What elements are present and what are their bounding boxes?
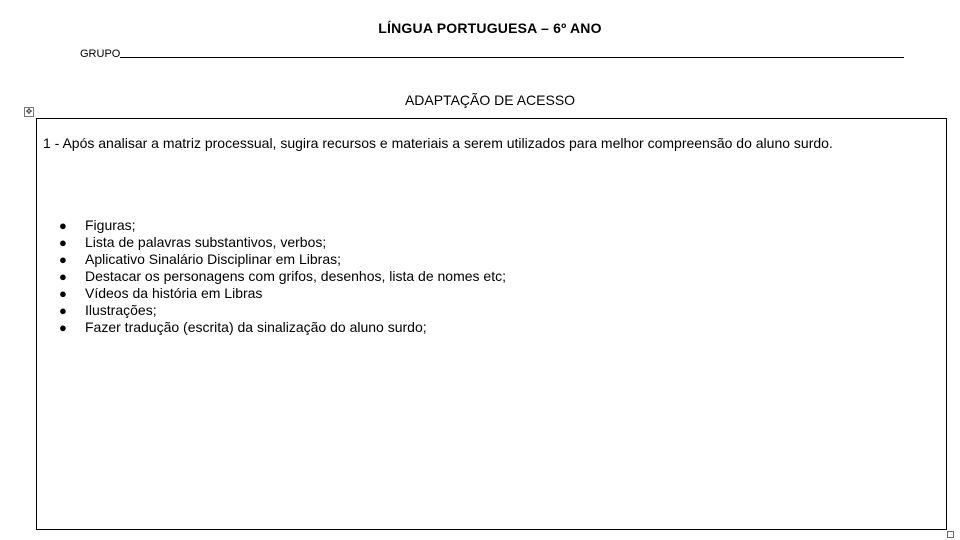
list-item-text: Ilustrações; [85, 302, 157, 318]
list-item-text: Figuras; [85, 217, 136, 233]
bullet-icon: ● [59, 218, 67, 233]
list-item [59, 285, 506, 302]
bullet-icon: ● [59, 252, 67, 267]
list-item [59, 251, 506, 268]
bullet-icon: ● [59, 303, 67, 318]
list-item-text: Vídeos da história em Libras [85, 285, 263, 301]
bullet-icon: ● [59, 269, 67, 284]
table-move-handle-icon[interactable]: ✥ [25, 107, 33, 116]
list-item [59, 217, 506, 234]
list-item [59, 234, 506, 251]
bullet-icon: ● [59, 320, 67, 335]
section-subtitle: ADAPTAÇÃO DE ACESSO [404, 92, 576, 108]
grupo-field [80, 44, 904, 60]
list-item [59, 268, 506, 285]
document-title: LÍNGUA PORTUGUESA – 6º ANO [378, 20, 602, 36]
grupo-underline [120, 56, 904, 58]
grupo-label: GRUPO [80, 48, 121, 60]
question-text: 1 - Após analisar a matriz processual, sugira recursos e materiais a serem utilizados para melhor compreensão do aluno surdo. [43, 135, 833, 151]
list-item-text: Lista de palavras substantivos, verbos; [85, 234, 327, 250]
suggestions-list [59, 217, 506, 336]
list-item-text: Aplicativo Sinalário Disciplinar em Libras; [85, 251, 341, 267]
bullet-icon: ● [59, 235, 67, 250]
list-item [59, 302, 506, 319]
table-resize-handle-icon[interactable] [947, 531, 954, 538]
list-item [59, 319, 506, 336]
bullet-icon: ● [59, 286, 67, 301]
list-item-text: Fazer tradução (escrita) da sinalização do aluno surdo; [85, 319, 427, 335]
list-item-text: Destacar os personagens com grifos, desenhos, lista de nomes etc; [85, 268, 506, 284]
content-table [36, 118, 947, 530]
